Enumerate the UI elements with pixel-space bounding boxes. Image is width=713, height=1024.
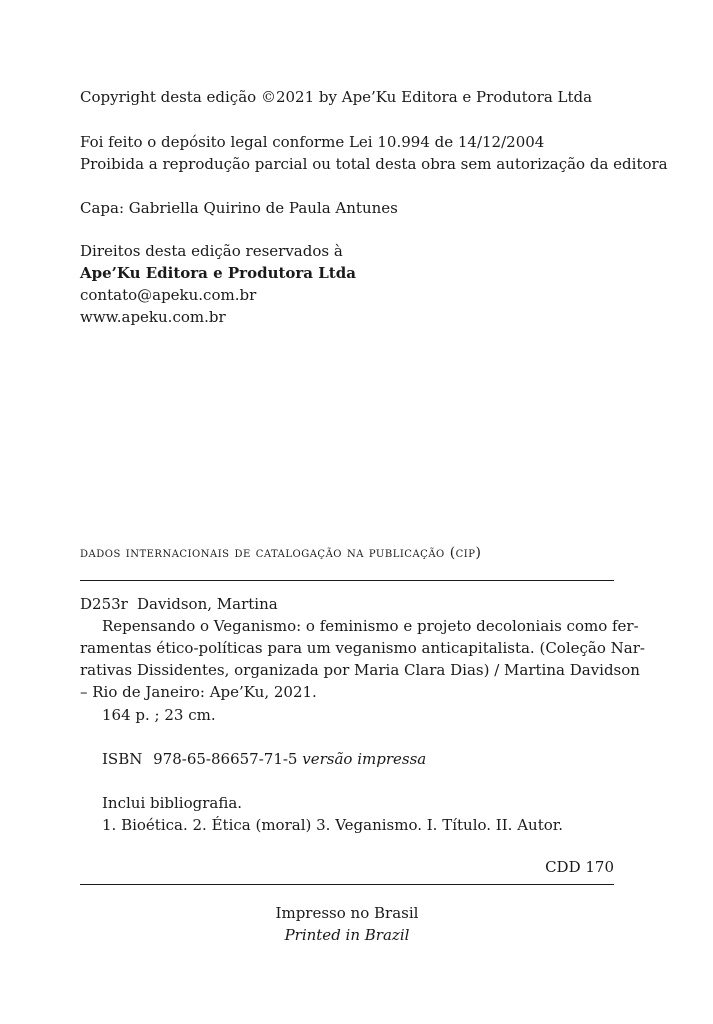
- cip-bottom-rule: [80, 884, 614, 885]
- legal-deposit-line: Foi feito o depósito legal conforme Lei 10.994 de 14/12/2004: [80, 133, 545, 151]
- isbn-label: ISBN: [102, 750, 143, 768]
- printed-in-brazil: Printed in Brazil: [284, 926, 410, 944]
- printed-in-brasil: Impresso no Brasil: [275, 904, 419, 922]
- publisher-email: contato@apeku.com.br: [80, 286, 257, 304]
- isbn-note: versão impressa: [302, 750, 427, 768]
- reproduction-notice: Proibida a reprodução parcial ou total desta obra sem autorização da editora: [80, 155, 668, 173]
- cip-code: D253r: [80, 595, 128, 613]
- copyright-line: Copyright desta edição ©2021 by Ape’Ku Editora e Produtora Ltda: [80, 88, 593, 106]
- cip-description-line: Repensando o Veganismo: o feminismo e projeto decoloniais como fer-: [102, 617, 639, 635]
- cip-description-line: rativas Dissidentes, organizada por Maria Clara Dias) / Martina Davidson: [80, 661, 640, 679]
- cover-credit: Capa: Gabriella Quirino de Paula Antunes: [80, 199, 398, 217]
- rights-intro: Direitos desta edição reservados à: [80, 242, 343, 260]
- publisher-name: Ape’Ku Editora e Produtora Ltda: [80, 264, 356, 282]
- cip-description-line: – Rio de Janeiro: Ape’Ku, 2021.: [80, 683, 317, 701]
- cip-author: Davidson, Martina: [137, 595, 278, 613]
- cip-top-rule: [80, 580, 614, 581]
- cip-physical: 164 p. ; 23 cm.: [102, 706, 216, 724]
- isbn-number: 978-65-86657-71-5: [153, 750, 298, 768]
- publisher-website: www.apeku.com.br: [80, 308, 226, 326]
- cip-subjects: 1. Bioética. 2. Ética (moral) 3. Veganismo. I. Título. II. Autor.: [102, 816, 564, 834]
- cip-isbn: [102, 748, 426, 770]
- cip-cdd: CDD 170: [545, 858, 614, 876]
- cip-bibliography: Inclui bibliografia.: [102, 794, 243, 812]
- cip-heading: dados internacionais de catalogação na publicação (cip): [80, 545, 482, 561]
- cip-description-line: ramentas ético-políticas para um veganismo anticapitalista. (Coleção Nar-: [80, 639, 645, 657]
